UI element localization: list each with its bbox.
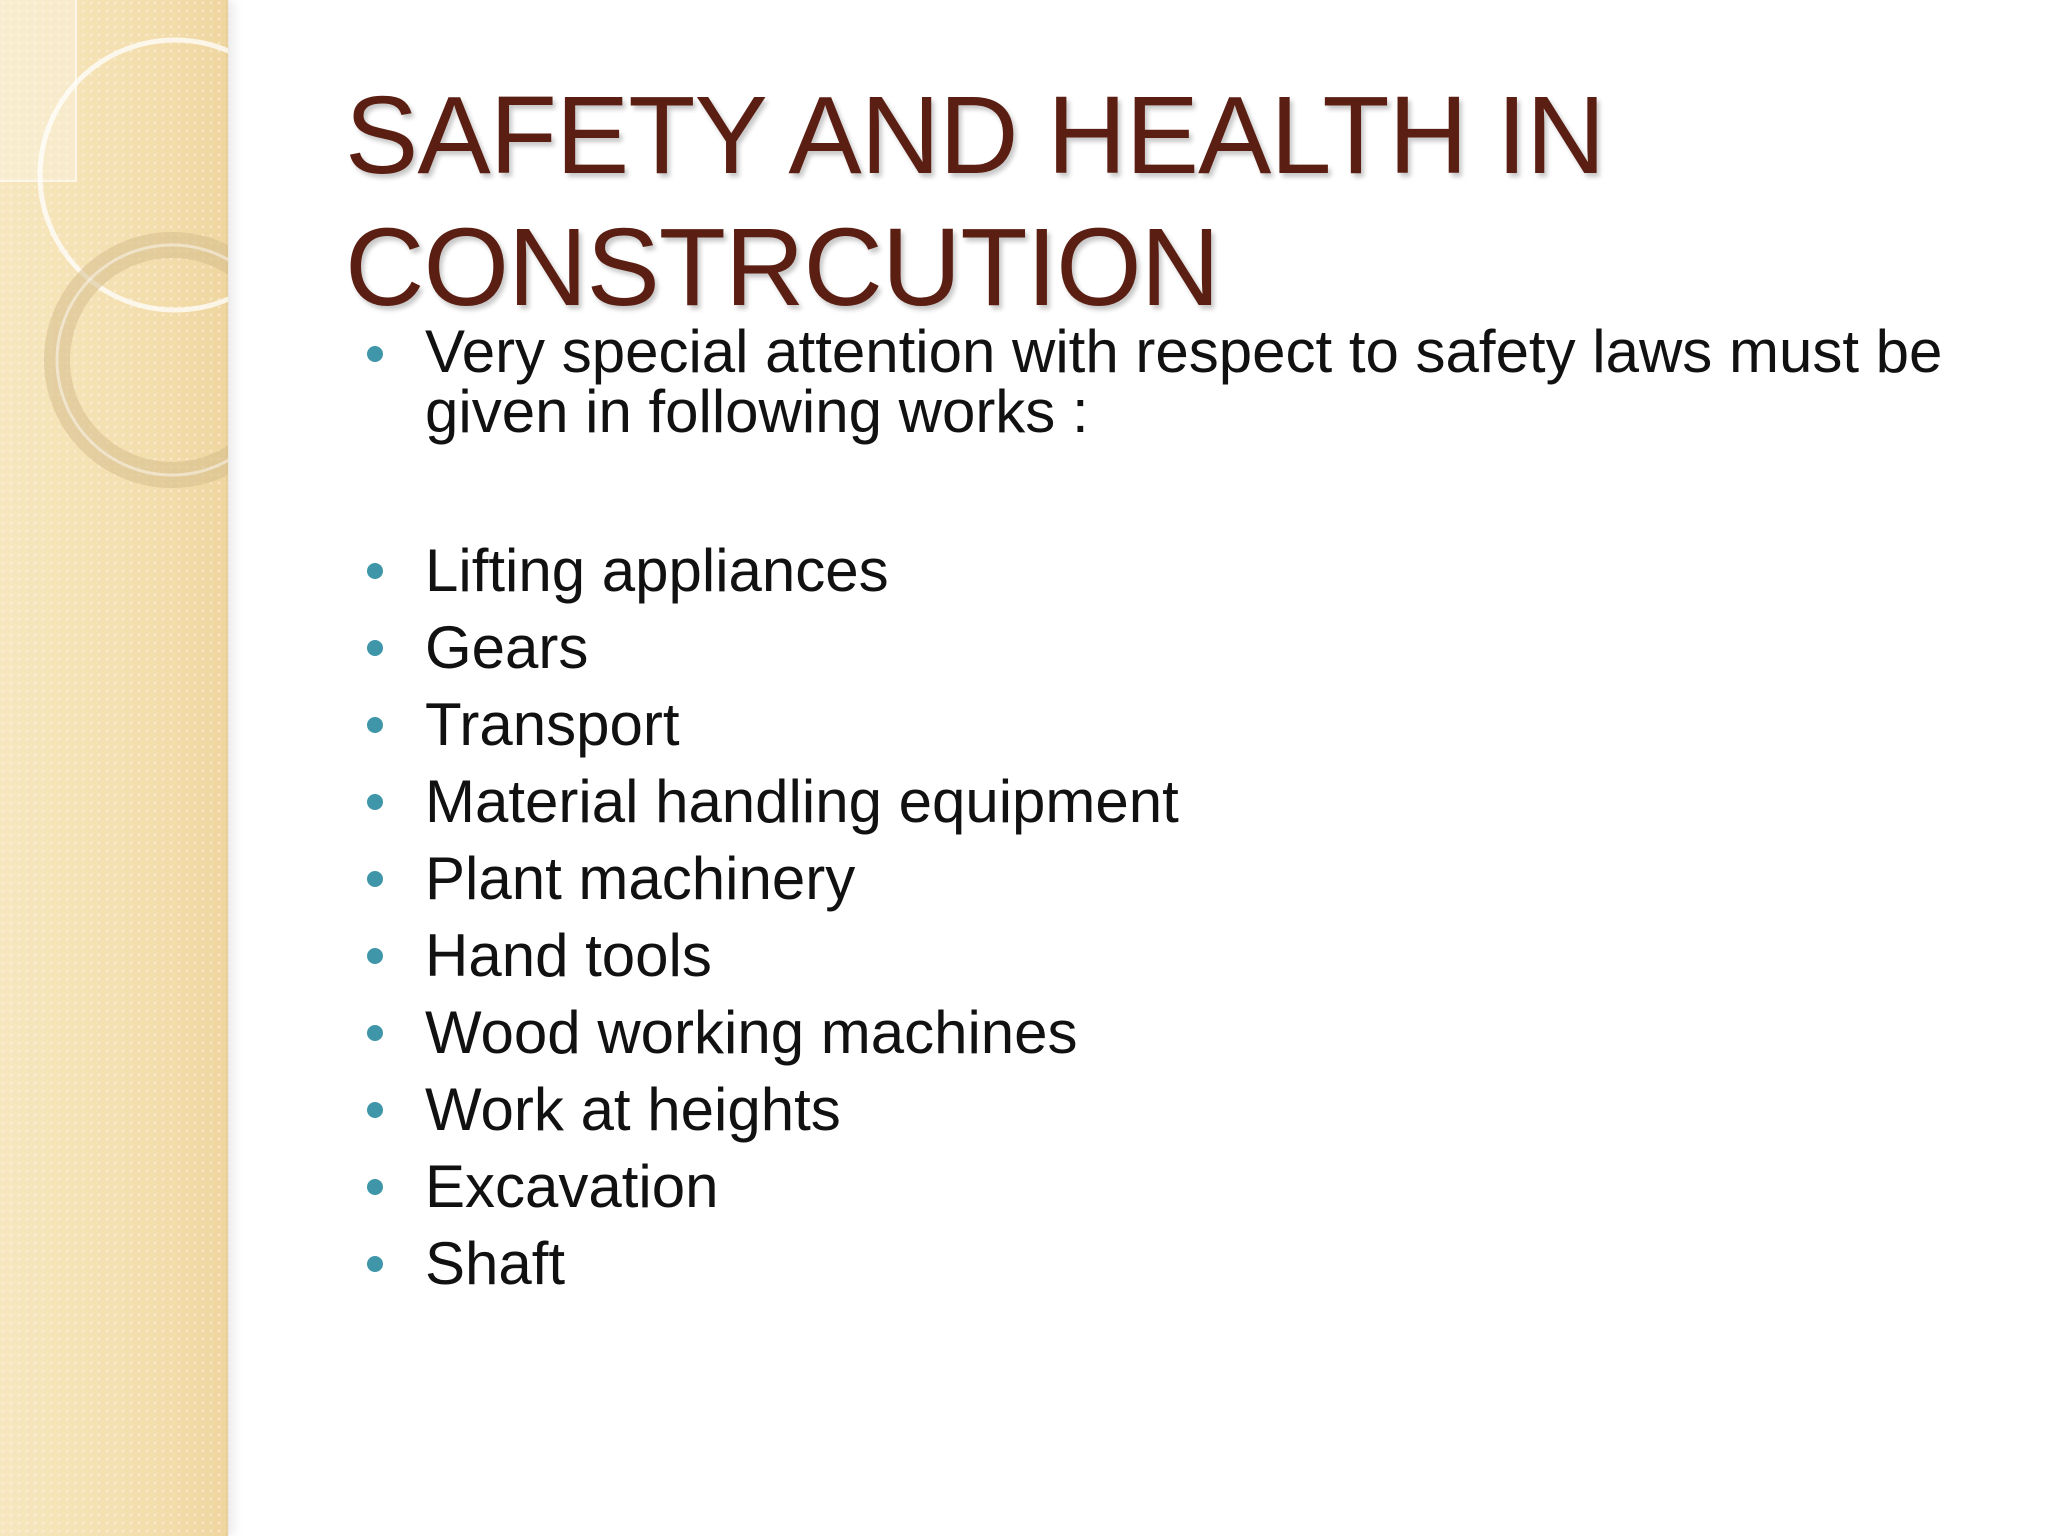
bullet-dot-icon <box>367 1256 383 1272</box>
list-item <box>345 763 1945 840</box>
list-item <box>345 686 1945 763</box>
bullet-dot-icon <box>367 1102 383 1118</box>
decorative-rings <box>0 0 228 520</box>
bullet-dot-icon <box>367 563 383 579</box>
list-item <box>345 917 1945 994</box>
list-item <box>345 1148 1945 1225</box>
list-item <box>345 1071 1945 1148</box>
ring-thick <box>57 245 228 475</box>
list-item <box>345 532 1945 609</box>
list-item-text: Hand tools <box>425 922 712 989</box>
bullet-dot-icon <box>367 346 383 362</box>
intro-text: Very special attention with respect to safety laws must be given in following works : <box>425 318 1943 445</box>
list-item <box>345 994 1945 1071</box>
bullet-list <box>345 318 1945 1302</box>
bullet-dot-icon <box>367 640 383 656</box>
slide-title: SAFETY AND HEALTH IN CONSTRCUTION <box>345 74 1605 329</box>
list-item-text: Transport <box>425 691 680 758</box>
list-item-text: Gears <box>425 614 589 681</box>
list-item-text: Lifting appliances <box>425 537 889 604</box>
bullet-dot-icon <box>367 948 383 964</box>
list-item <box>345 1225 1945 1302</box>
ring-large <box>40 40 228 310</box>
list-item-text: Plant machinery <box>425 845 856 912</box>
list-item-text: Material handling equipment <box>425 768 1179 835</box>
list-item-text: Shaft <box>425 1230 566 1297</box>
bullet-dot-icon <box>367 1025 383 1041</box>
list-item-text: Work at heights <box>425 1076 841 1143</box>
bullet-dot-icon <box>367 794 383 810</box>
list-item <box>345 840 1945 917</box>
intro-bullet <box>345 318 1945 445</box>
bullet-dot-icon <box>367 1179 383 1195</box>
bullet-dot-icon <box>367 717 383 733</box>
list-item-text: Wood working machines <box>425 999 1078 1066</box>
list-item-text: Excavation <box>425 1153 719 1220</box>
list-item <box>345 609 1945 686</box>
bullet-dot-icon <box>367 871 383 887</box>
